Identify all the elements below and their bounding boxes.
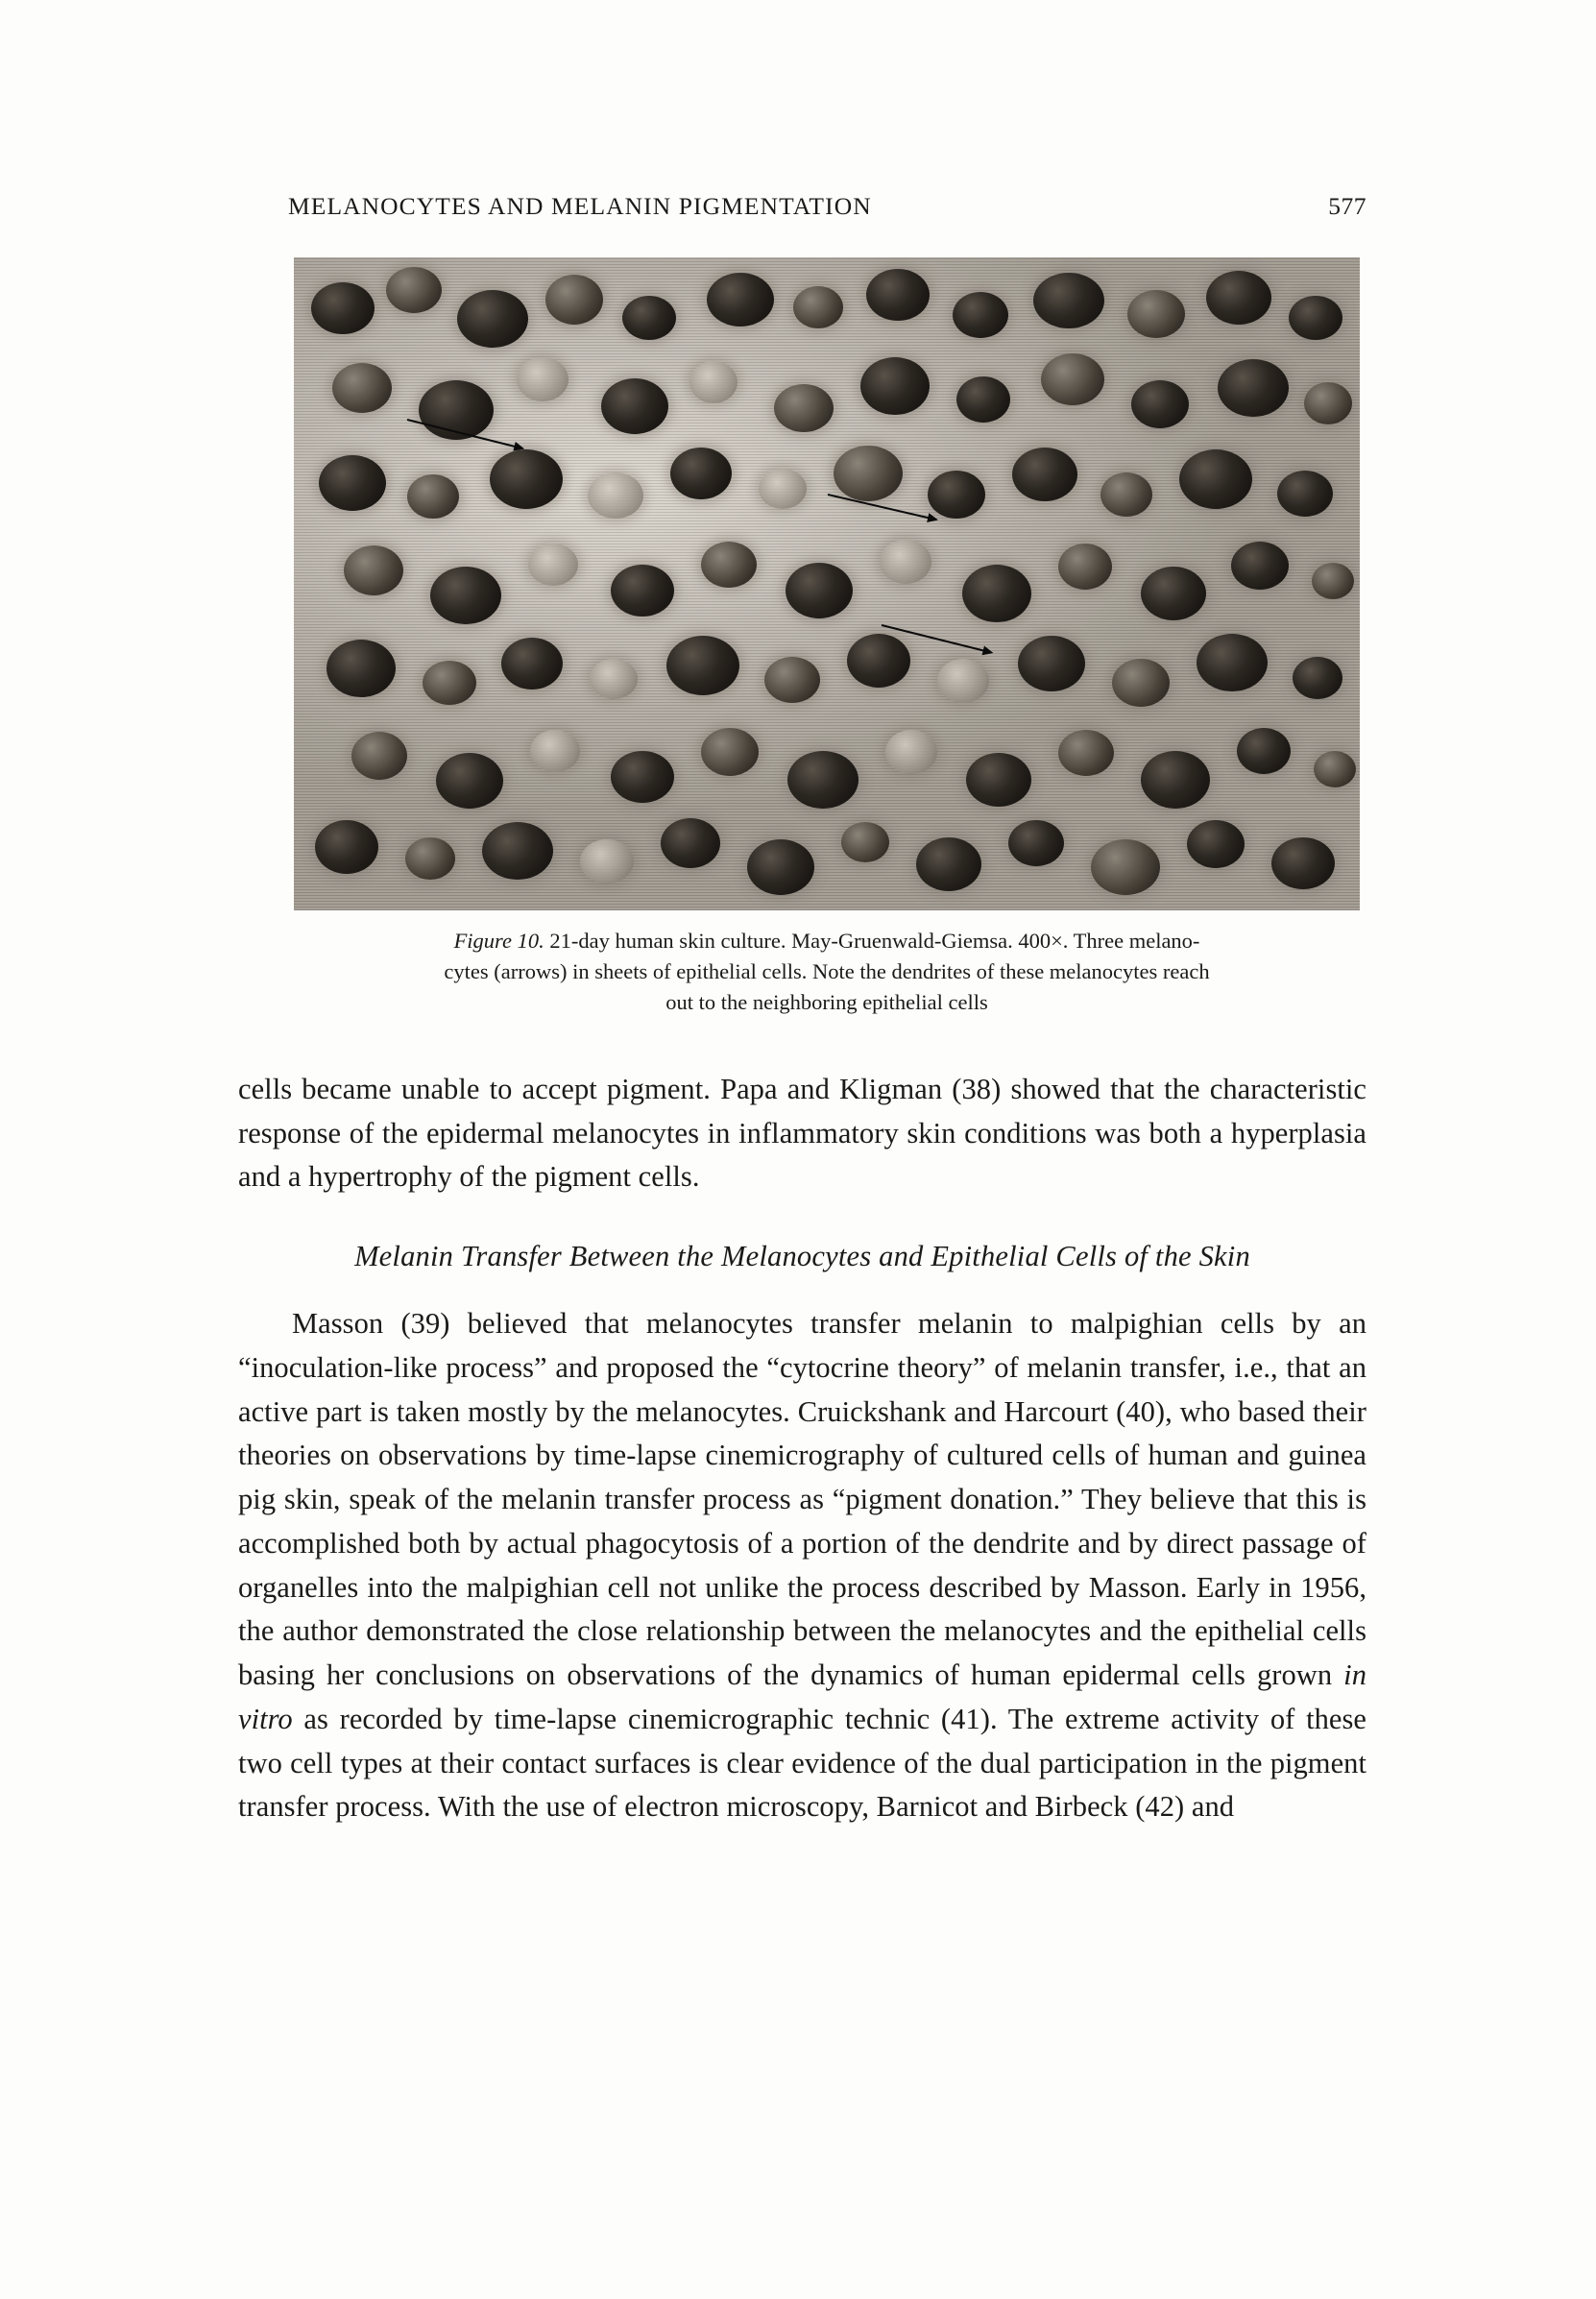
micrograph-image [294,257,1360,910]
running-head [238,192,1366,221]
body-text [238,1068,1366,1829]
cell-nuclei-layer [294,257,1360,910]
paragraph-part-a: Masson (39) believed that melanocytes transfer melanin to malpighian cells by an “inoculation-like process” and proposed the “cytocrine theory” of melanin transfer, i.e., that an active part is taken mostly by the melanocytes. Cruickshank and Harcourt (40), who based their theories on observations by time-lapse cinemicrography of cultured cells of human and guinea pig skin, speak of the melanin transfer process as “pigment donation.” They believe that this is accomplished both by actual phagocytosis of a portion of the dendrite and by direct passage of organelles into the malpighian cell not unlike the process described by Masson. Early in 1956, the author demonstrated the close relationship between the melanocytes and the epithelial cells basing her conclusions on observations of the dynamics of human epidermal cells grown [238,1307,1366,1692]
figure-caption-line-2: cytes (arrows) in sheets of epithelial cells. Note the dendrites of these melanocytes reach [444,958,1210,983]
page-number: 577 [1328,192,1366,220]
figure-caption-text-1: 21-day human skin culture. May-Gruenwald-Giemsa. 400×. Three melano- [549,929,1200,953]
running-head-title: MELANOCYTES AND MELANIN PIGMENTATION [288,192,872,220]
paragraph-part-b: as recorded by time-lapse cinemicrographic technic (41). The extreme activity of these two cell types at their contact surfaces is clear evidence of the dual participation in the pigment transfer process. With the use of electron microscopy, Barnicot and Birbeck (42) and [238,1702,1366,1824]
figure-caption-line-1 [294,926,1360,956]
figure-10 [294,257,1360,1018]
section-subheading: Melanin Transfer Between the Melanocytes and Epithelial Cells of the Skin [354,1240,1250,1273]
figure-caption [294,926,1360,1018]
figure-caption-line-3: out to the neighboring epithelial cells [665,989,988,1014]
figure-label: Figure 10. [453,929,544,953]
latin-term-in-vitro: in vitro [238,1658,1366,1735]
paragraph-continuation: cells became unable to accept pigment. Papa and Kligman (38) showed that the characteristic response of the epidermal melanocytes in inflammatory skin conditions was both a hyperplasia and a hypertrophy of the pigment cells. [238,1072,1366,1194]
page-content [238,192,1366,1829]
paragraph-melanin-transfer [238,1302,1366,1829]
